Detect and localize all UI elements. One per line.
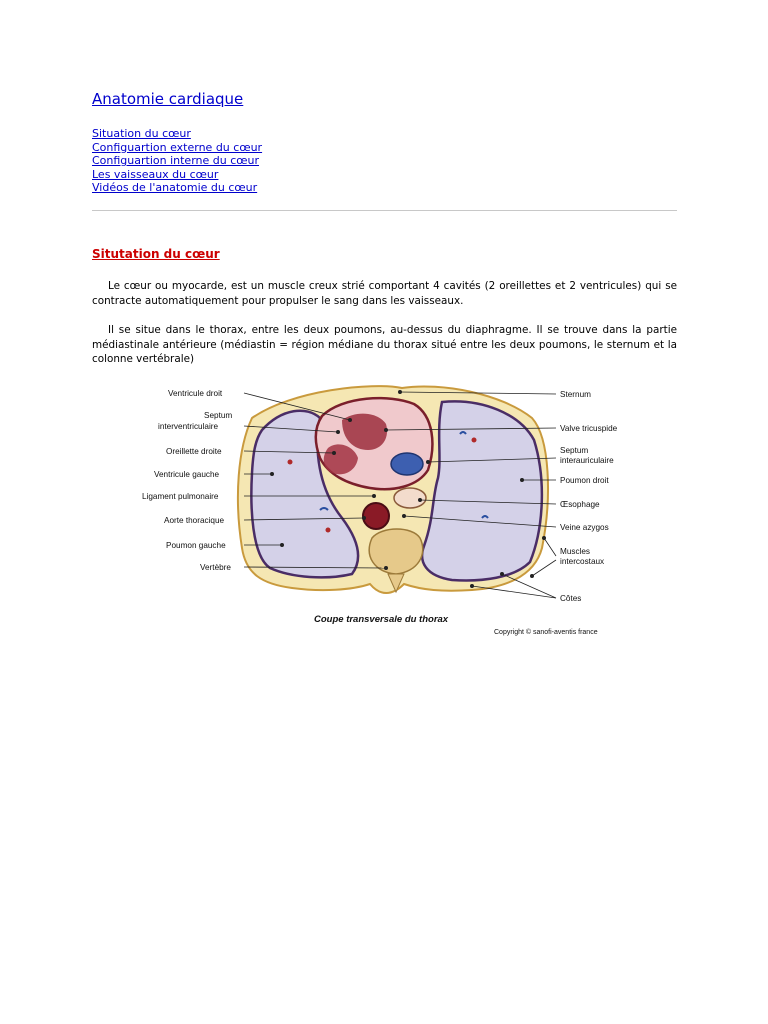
esophagus [394, 488, 426, 508]
toc-link-configuration-externe[interactable]: Configuartion externe du cœur [92, 140, 263, 154]
section-title[interactable]: Situtation du cœur [92, 247, 220, 261]
page-title[interactable]: Anatomie cardiaque [92, 90, 244, 108]
label-poumon-gauche: Poumon gauche [166, 541, 226, 550]
toc-link-vaisseaux[interactable]: Les vaisseaux du cœur [92, 167, 219, 181]
vessel-mark-6 [288, 460, 293, 465]
label-aorte-thoracique: Aorte thoracique [164, 516, 225, 525]
aorta [363, 503, 389, 529]
toc-link-situation[interactable]: Situation du cœur [92, 127, 191, 140]
label-vertebre: Vertèbre [200, 563, 231, 572]
label-ligament-pulmonaire: Ligament pulmonaire [142, 492, 219, 501]
label-oesophage: Œsophage [560, 500, 600, 509]
thorax-cross-section-figure [142, 378, 628, 636]
figure-copyright: Copyright © sanofi-aventis france [494, 629, 598, 636]
label-cotes: Côtes [560, 594, 582, 603]
label-septum-interauriculaire-2: interauriculaire [560, 456, 614, 465]
toc-link-videos[interactable]: Vidéos de l'anatomie du cœur [92, 181, 258, 194]
toc-link-configuration-interne[interactable]: Configuartion interne du cœur [92, 154, 260, 167]
paragraph-position: Il se situe dans le thorax, entre les deux poumons, au-dessus du diaphragme. Il se trouve dans la partie médiastinale antérieure (médiastin = région médiane du thorax situé entre les deux poumons, le sternum et la colonne vertébrale) [92, 324, 677, 366]
label-valve-tricuspide: Valve tricuspide [560, 424, 618, 433]
label-veine-azygos: Veine azygos [560, 523, 609, 532]
label-septum-interventriculaire-2: interventriculaire [158, 422, 219, 431]
label-septum-interauriculaire-1: Septum [560, 446, 589, 455]
vessel-mark-4 [472, 438, 477, 443]
horizontal-divider [92, 210, 677, 211]
vertebra [369, 529, 422, 574]
label-poumon-droit: Poumon droit [560, 476, 609, 485]
vessel-mark-2 [326, 528, 331, 533]
label-muscles-intercostaux-1: Muscles [560, 547, 591, 556]
right-atrium [391, 453, 423, 475]
label-oreillette-droite: Oreillette droite [166, 447, 222, 456]
label-ventricule-gauche: Ventricule gauche [154, 470, 220, 479]
figure-caption: Coupe transversale du thorax [314, 614, 449, 625]
label-septum-interventriculaire-1: Septum [204, 411, 233, 420]
label-sternum: Sternum [560, 390, 591, 399]
paragraph-definition: Le cœur ou myocarde, est un muscle creux strié comportant 4 cavités (2 oreillettes et 2 ventricules) qui se contracte automatiquement pour propulser le sang dans les vaisseaux. [92, 280, 677, 307]
label-ventricule-droit: Ventricule droit [168, 389, 223, 398]
table-of-contents [92, 127, 262, 195]
thorax-illustration [142, 378, 628, 636]
label-muscles-intercostaux-2: intercostaux [560, 557, 605, 566]
